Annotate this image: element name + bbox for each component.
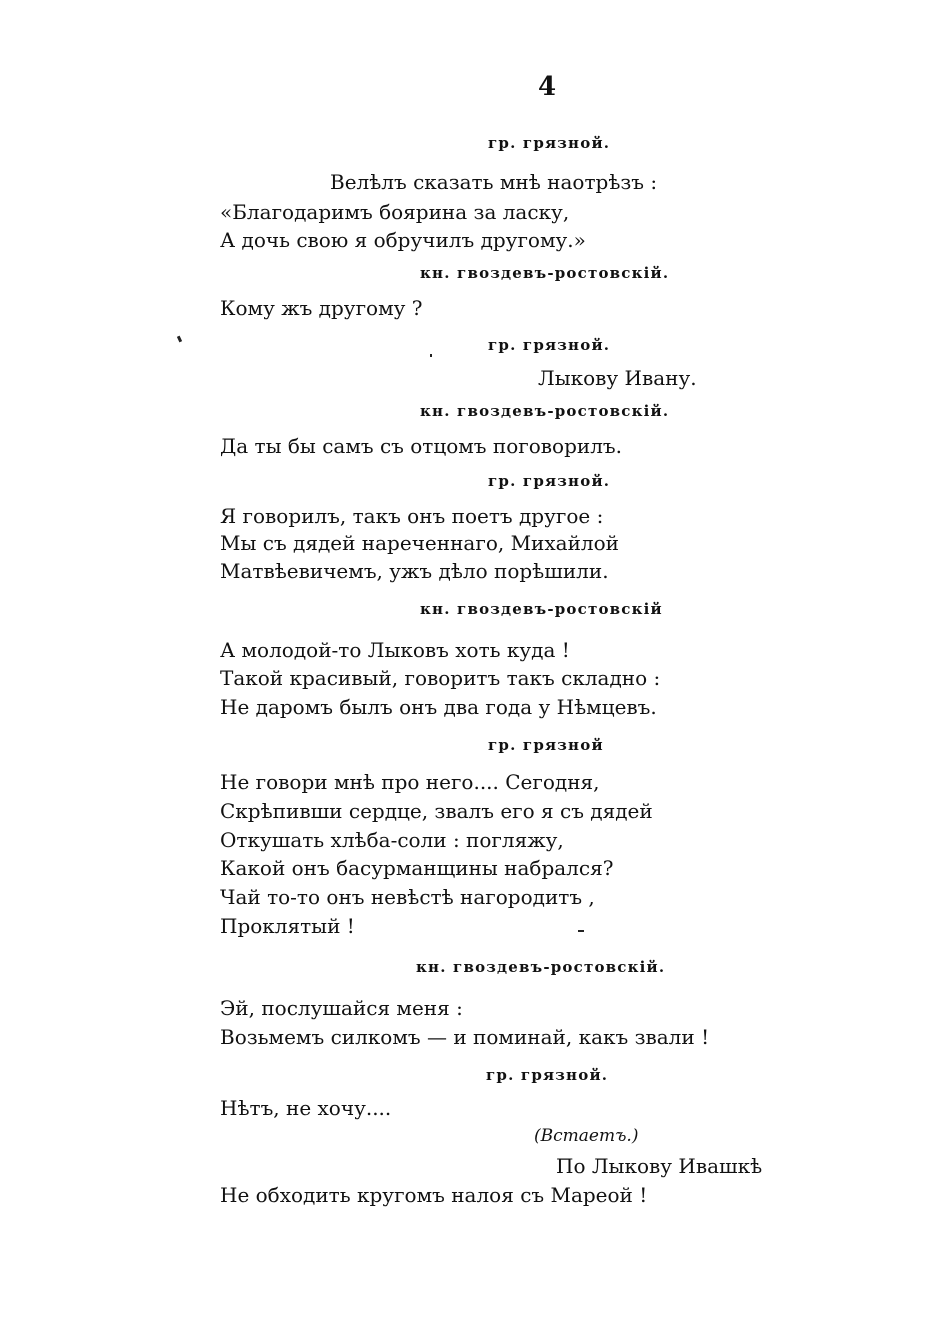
ink-speck (177, 336, 182, 343)
verse-line: Не даромъ былъ онъ два года у Нѣмцевъ. (220, 695, 657, 719)
ink-speck (430, 354, 432, 357)
verse-line: Чай то-то онъ невѣстѣ нагородитъ , (220, 885, 595, 909)
verse-line: По Лыкову Ивашкѣ (556, 1154, 763, 1178)
verse-line: Скрѣпивши сердце, звалъ его я съ дядей (220, 799, 653, 823)
verse-line: Не говори мнѣ про него.... Сегодня, (220, 770, 600, 794)
verse-line: Не обходить кругомъ налоя съ Мареой ! (220, 1183, 648, 1207)
speaker-heading: гр. грязной. (488, 134, 611, 152)
ink-speck (578, 930, 584, 932)
speaker-heading: гр. грязной (488, 736, 604, 754)
verse-line: Велѣлъ сказать мнѣ наотрѣзъ : (330, 170, 658, 194)
verse-line: Эй, послушайся меня : (220, 996, 463, 1020)
speaker-heading: гр. грязной. (488, 472, 611, 490)
speaker-heading: кн. гвоздевъ-ростовскій. (420, 402, 670, 420)
verse-line: Матвѣевичемъ, ужъ дѣло порѣшили. (220, 559, 609, 583)
verse-line: Лыкову Ивану. (538, 366, 697, 390)
verse-line: А молодой-то Лыковъ хоть куда ! (220, 638, 570, 662)
verse-line: Мы съ дядей нареченнаго, Михайлой (220, 531, 619, 555)
verse-line: «Благодаримъ бояринa за ласку, (220, 200, 570, 224)
verse-line: Возьмемъ силкомъ — и поминай, какъ звали ! (220, 1025, 710, 1049)
verse-line: А дочь свою я обручилъ другому.» (220, 228, 586, 252)
speaker-heading: кн. гвоздевъ-ростовскій (420, 600, 663, 618)
stage-direction: (Встаетъ.) (534, 1126, 639, 1146)
page-number: 4 (538, 72, 557, 102)
speaker-heading: гр. грязной. (486, 1066, 609, 1084)
verse-line: Какой онъ басурманщины набрался? (220, 856, 614, 880)
speaker-heading: кн. гвоздевъ-ростовскій. (420, 264, 670, 282)
verse-line: Откушать хлѣба-соли : погляжу, (220, 828, 564, 852)
speaker-heading: гр. грязной. (488, 336, 611, 354)
verse-line: Нѣтъ, не хочу.... (220, 1096, 392, 1120)
verse-line: Я говорилъ, такъ онъ поетъ другое : (220, 504, 604, 528)
verse-line: Проклятый ! (220, 914, 355, 938)
verse-line: Такой красивый, говоритъ такъ складно : (220, 666, 661, 690)
verse-line: Да ты бы самъ съ отцомъ поговорилъ. (220, 434, 623, 458)
verse-line: Кому жъ другому ? (220, 296, 423, 320)
speaker-heading: кн. гвоздевъ-ростовскій. (416, 958, 666, 976)
